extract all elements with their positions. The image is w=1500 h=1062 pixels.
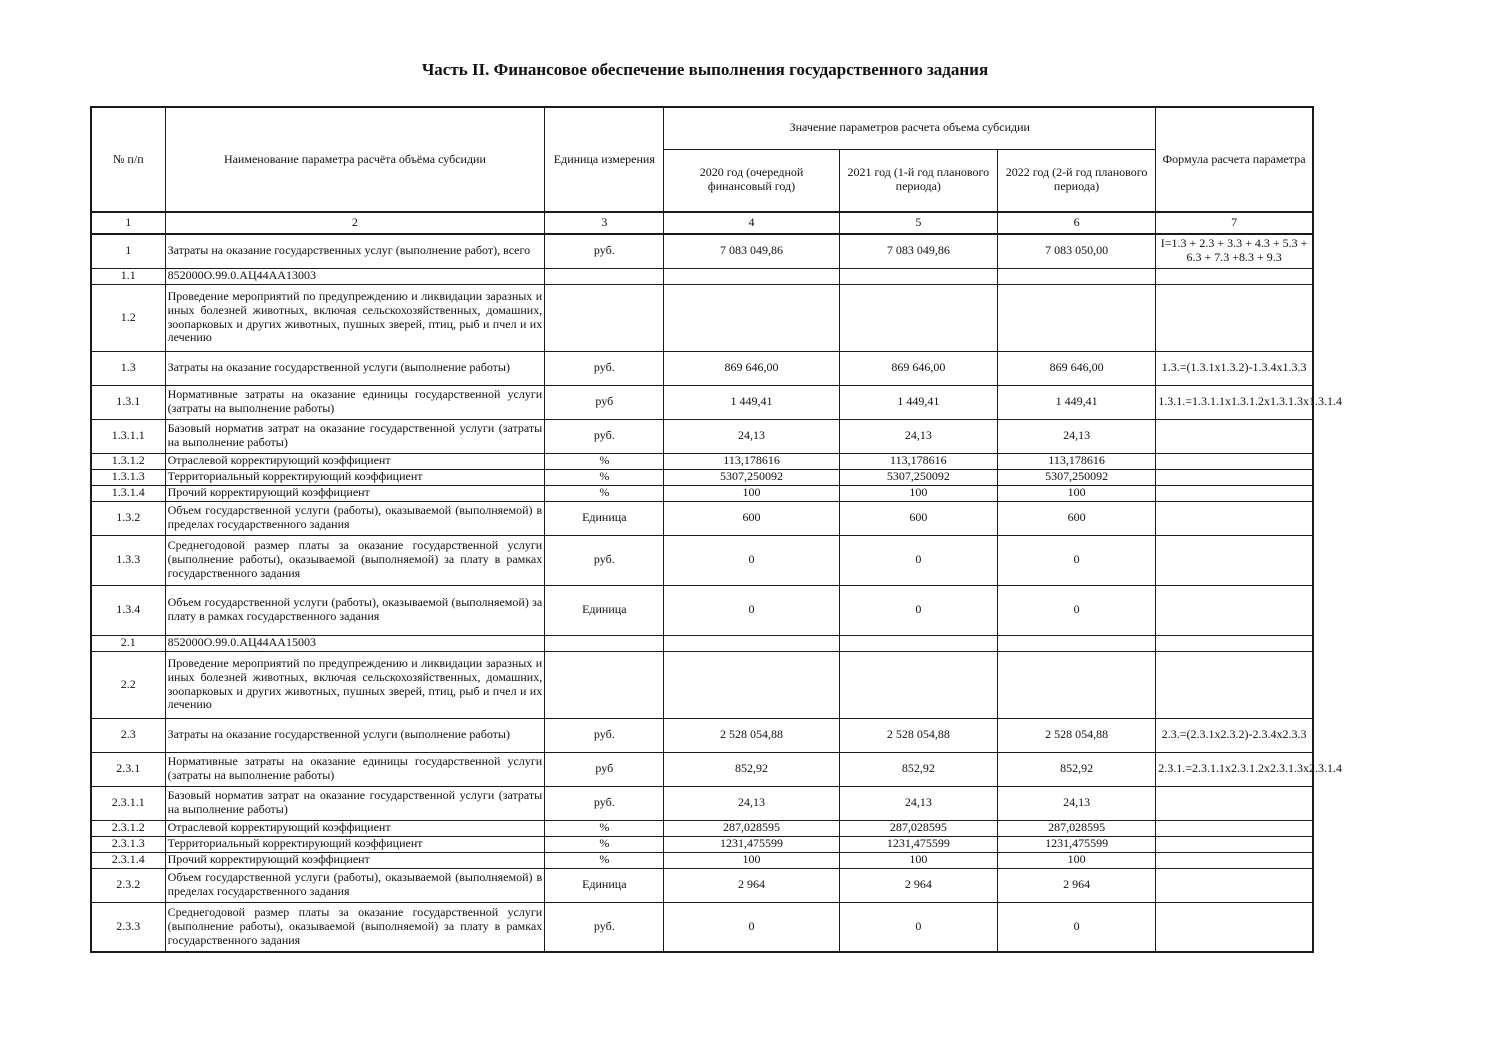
header-year-2022: 2022 год (2-й год планового периода) (997, 149, 1155, 212)
header-values-group: Значение параметров расчета объема субсидии (664, 107, 1156, 149)
row-value-2021 (839, 268, 997, 284)
row-unit (545, 284, 664, 351)
row-value-2021: 1 449,41 (839, 385, 997, 419)
row-unit: Единица (545, 868, 664, 902)
row-value-2022: 0 (997, 585, 1155, 635)
header-year-2021: 2021 год (1-й год планового периода) (839, 149, 997, 212)
row-parameter-name: 852000О.99.0.АЦ44АА13003 (165, 268, 545, 284)
table-row (91, 635, 1313, 651)
row-value-2021: 852,92 (839, 752, 997, 786)
header-unit: Единица измерения (545, 107, 664, 212)
table-row (91, 718, 1313, 752)
row-value-2020: 1 449,41 (664, 385, 839, 419)
row-value-2020: 100 (664, 485, 839, 501)
row-number: 2.3.1.2 (91, 820, 165, 836)
row-number: 2.3.3 (91, 902, 165, 952)
header-num: № п/п (91, 107, 165, 212)
row-parameter-name: Среднегодовой размер платы за оказание государственной услуги (выполнение работы), оказываемой (выполняемой) за плату в рамках государственного задания (165, 535, 545, 585)
page-title: Часть II. Финансовое обеспечение выполнения государственного задания (421, 60, 989, 79)
row-number: 1.3.3 (91, 535, 165, 585)
row-parameter-name: Среднегодовой размер платы за оказание государственной услуги (выполнение работы), оказываемой (выполняемой) за плату в рамках государственного задания (165, 902, 545, 952)
row-formula (1156, 268, 1313, 284)
row-value-2021: 100 (839, 852, 997, 868)
row-number: 2.3.1 (91, 752, 165, 786)
column-number: 3 (545, 212, 664, 234)
row-formula: 1.3.=(1.3.1х1.3.2)-1.3.4х1.3.3 (1156, 351, 1313, 385)
column-number: 1 (91, 212, 165, 234)
row-unit (545, 268, 664, 284)
row-formula (1156, 469, 1313, 485)
row-parameter-name: Проведение мероприятий по предупреждению и ликвидации заразных и иных болезней животных, включая сельскохозяйственных, домашних, зоопарковых и других животных, пушных зверей, птиц, рыб и пчел и их лечению (165, 284, 545, 351)
row-parameter-name: Проведение мероприятий по предупреждению и ликвидации заразных и иных болезней животных, включая сельскохозяйственных, домашних, зоопарковых и других животных, пушных зверей, птиц, рыб и пчел и их лечению (165, 651, 545, 718)
table-row (91, 535, 1313, 585)
table-row (91, 585, 1313, 635)
row-value-2020 (664, 651, 839, 718)
row-unit: руб. (545, 718, 664, 752)
row-value-2020: 24,13 (664, 786, 839, 820)
row-formula: I=1.3 + 2.3 + 3.3 + 4.3 + 5.3 + 6.3 + 7.3 +8.3 + 9.3 (1156, 234, 1313, 268)
row-value-2022: 24,13 (997, 786, 1155, 820)
column-number: 4 (664, 212, 839, 234)
row-value-2022: 0 (997, 535, 1155, 585)
row-value-2022 (997, 284, 1155, 351)
row-number: 1.3.4 (91, 585, 165, 635)
row-number: 2.2 (91, 651, 165, 718)
row-parameter-name: 852000О.99.0.АЦ44АА15003 (165, 635, 545, 651)
row-formula (1156, 635, 1313, 651)
row-value-2021: 7 083 049,86 (839, 234, 997, 268)
row-formula: 2.3.=(2.3.1х2.3.2)-2.3.4х2.3.3 (1156, 718, 1313, 752)
row-number: 1 (91, 234, 165, 268)
header-formula: Формула расчета параметра (1156, 107, 1313, 212)
row-formula (1156, 651, 1313, 718)
subsidy-parameters-table (90, 106, 1342, 953)
row-formula (1156, 485, 1313, 501)
row-parameter-name: Затраты на оказание государственной услуги (выполнение работы) (165, 718, 545, 752)
table-row (91, 485, 1313, 501)
table-row (91, 469, 1313, 485)
row-number: 1.3 (91, 351, 165, 385)
row-unit (545, 651, 664, 718)
row-value-2022: 852,92 (997, 752, 1155, 786)
row-number: 1.3.1.2 (91, 453, 165, 469)
row-value-2022 (997, 635, 1155, 651)
row-number: 1.3.1.1 (91, 419, 165, 453)
row-value-2021: 2 528 054,88 (839, 718, 997, 752)
column-number: 5 (839, 212, 997, 234)
row-value-2020: 2 964 (664, 868, 839, 902)
row-value-2022 (997, 268, 1155, 284)
row-value-2020: 0 (664, 902, 839, 952)
row-number: 2.3.2 (91, 868, 165, 902)
row-value-2021: 0 (839, 535, 997, 585)
row-formula: 2.3.1.=2.3.1.1х2.3.1.2х2.3.1.3х2.3.1.4 (1156, 752, 1313, 786)
row-parameter-name: Затраты на оказание государственной услуги (выполнение работы) (165, 351, 545, 385)
row-unit: руб. (545, 419, 664, 453)
row-number: 1.3.1.4 (91, 485, 165, 501)
table-row (91, 284, 1313, 351)
row-value-2020 (664, 284, 839, 351)
row-value-2021 (839, 284, 997, 351)
row-formula (1156, 852, 1313, 868)
row-unit: Единица (545, 585, 664, 635)
row-value-2020: 869 646,00 (664, 351, 839, 385)
row-formula (1156, 535, 1313, 585)
row-value-2020: 7 083 049,86 (664, 234, 839, 268)
row-value-2021: 100 (839, 485, 997, 501)
row-formula (1156, 419, 1313, 453)
row-unit: руб. (545, 902, 664, 952)
row-value-2020 (664, 635, 839, 651)
table-row (91, 868, 1313, 902)
row-unit: % (545, 820, 664, 836)
row-value-2022: 869 646,00 (997, 351, 1155, 385)
column-number: 6 (997, 212, 1155, 234)
row-value-2021: 113,178616 (839, 453, 997, 469)
row-number: 2.3.1.4 (91, 852, 165, 868)
row-number: 1.3.1.3 (91, 469, 165, 485)
row-value-2021 (839, 651, 997, 718)
row-unit: % (545, 836, 664, 852)
row-value-2021: 1231,475599 (839, 836, 997, 852)
row-value-2022: 287,028595 (997, 820, 1155, 836)
row-value-2021: 24,13 (839, 786, 997, 820)
row-number: 1.2 (91, 284, 165, 351)
row-formula (1156, 836, 1313, 852)
row-value-2022: 1 449,41 (997, 385, 1155, 419)
row-value-2020: 2 528 054,88 (664, 718, 839, 752)
row-value-2021: 24,13 (839, 419, 997, 453)
row-unit: руб (545, 752, 664, 786)
row-formula (1156, 501, 1313, 535)
row-value-2022: 5307,250092 (997, 469, 1155, 485)
row-value-2020: 600 (664, 501, 839, 535)
row-value-2020: 0 (664, 535, 839, 585)
row-parameter-name: Территориальный корректирующий коэффициент (165, 836, 545, 852)
table-row (91, 385, 1313, 419)
row-number: 2.3 (91, 718, 165, 752)
table-row (91, 902, 1313, 952)
row-value-2020: 5307,250092 (664, 469, 839, 485)
row-parameter-name: Затраты на оказание государственных услуг (выполнение работ), всего (165, 234, 545, 268)
row-unit (545, 635, 664, 651)
row-formula (1156, 820, 1313, 836)
row-unit: % (545, 852, 664, 868)
row-unit: руб. (545, 535, 664, 585)
row-number: 1.1 (91, 268, 165, 284)
row-number: 1.3.1 (91, 385, 165, 419)
row-unit: руб. (545, 786, 664, 820)
row-parameter-name: Объем государственной услуги (работы), оказываемой (выполняемой) за плату в рамках государственного задания (165, 585, 545, 635)
row-value-2021: 5307,250092 (839, 469, 997, 485)
row-formula (1156, 902, 1313, 952)
table-row (91, 351, 1313, 385)
row-parameter-name: Базовый норматив затрат на оказание государственной услуги (затраты на выполнение работы) (165, 786, 545, 820)
header-year-2020: 2020 год (очередной финансовый год) (664, 149, 839, 212)
row-parameter-name: Прочий корректирующий коэффициент (165, 485, 545, 501)
row-value-2021: 600 (839, 501, 997, 535)
row-number: 2.3.1.3 (91, 836, 165, 852)
header-name: Наименование параметра расчёта объёма субсидии (165, 107, 545, 212)
row-value-2021: 287,028595 (839, 820, 997, 836)
row-value-2022: 113,178616 (997, 453, 1155, 469)
row-value-2022: 600 (997, 501, 1155, 535)
row-parameter-name: Объем государственной услуги (работы), оказываемой (выполняемой) в пределах государственного задания (165, 868, 545, 902)
row-formula (1156, 453, 1313, 469)
row-number: 2.3.1.1 (91, 786, 165, 820)
row-value-2022: 7 083 050,00 (997, 234, 1155, 268)
column-number: 7 (1156, 212, 1313, 234)
row-unit: руб. (545, 351, 664, 385)
row-unit: % (545, 453, 664, 469)
row-parameter-name: Нормативные затраты на оказание единицы государственной услуги (затраты на выполнение работы) (165, 385, 545, 419)
row-parameter-name: Базовый норматив затрат на оказание государственной услуги (затраты на выполнение работы) (165, 419, 545, 453)
row-formula (1156, 585, 1313, 635)
row-value-2021 (839, 635, 997, 651)
row-value-2022: 24,13 (997, 419, 1155, 453)
table-row (91, 836, 1313, 852)
row-value-2022: 100 (997, 852, 1155, 868)
row-unit: руб (545, 385, 664, 419)
row-unit: руб. (545, 234, 664, 268)
row-formula: 1.3.1.=1.3.1.1х1.3.1.2х1.3.1.3х1.3.1.4 (1156, 385, 1313, 419)
row-parameter-name: Прочий корректирующий коэффициент (165, 852, 545, 868)
row-value-2022: 2 528 054,88 (997, 718, 1155, 752)
row-value-2020: 1231,475599 (664, 836, 839, 852)
row-value-2022: 0 (997, 902, 1155, 952)
table-row (91, 453, 1313, 469)
row-value-2021: 0 (839, 585, 997, 635)
row-unit: % (545, 485, 664, 501)
table-row (91, 852, 1313, 868)
row-value-2022: 100 (997, 485, 1155, 501)
row-formula (1156, 786, 1313, 820)
row-value-2020: 287,028595 (664, 820, 839, 836)
row-number: 1.3.2 (91, 501, 165, 535)
row-value-2020: 24,13 (664, 419, 839, 453)
row-value-2020: 113,178616 (664, 453, 839, 469)
row-parameter-name: Объем государственной услуги (работы), оказываемой (выполняемой) в пределах государственного задания (165, 501, 545, 535)
row-value-2020 (664, 268, 839, 284)
row-value-2022: 1231,475599 (997, 836, 1155, 852)
row-value-2021: 0 (839, 902, 997, 952)
row-formula (1156, 868, 1313, 902)
row-number: 2.1 (91, 635, 165, 651)
row-value-2020: 852,92 (664, 752, 839, 786)
table-row (91, 786, 1313, 820)
row-parameter-name: Отраслевой корректирующий коэффициент (165, 820, 545, 836)
row-value-2020: 0 (664, 585, 839, 635)
row-value-2020: 100 (664, 852, 839, 868)
row-parameter-name: Отраслевой корректирующий коэффициент (165, 453, 545, 469)
row-value-2021: 2 964 (839, 868, 997, 902)
table-row (91, 820, 1313, 836)
table-row (91, 268, 1313, 284)
column-number: 2 (165, 212, 545, 234)
table-row (91, 651, 1313, 718)
row-value-2021: 869 646,00 (839, 351, 997, 385)
table-row (91, 419, 1313, 453)
row-unit: Единица (545, 501, 664, 535)
table-row (91, 752, 1313, 786)
row-unit: % (545, 469, 664, 485)
table-row (91, 501, 1313, 535)
row-parameter-name: Территориальный корректирующий коэффициент (165, 469, 545, 485)
table-row (91, 234, 1313, 268)
row-parameter-name: Нормативные затраты на оказание единицы государственной услуги (затраты на выполнение работы) (165, 752, 545, 786)
row-value-2022: 2 964 (997, 868, 1155, 902)
row-formula (1156, 284, 1313, 351)
row-value-2022 (997, 651, 1155, 718)
